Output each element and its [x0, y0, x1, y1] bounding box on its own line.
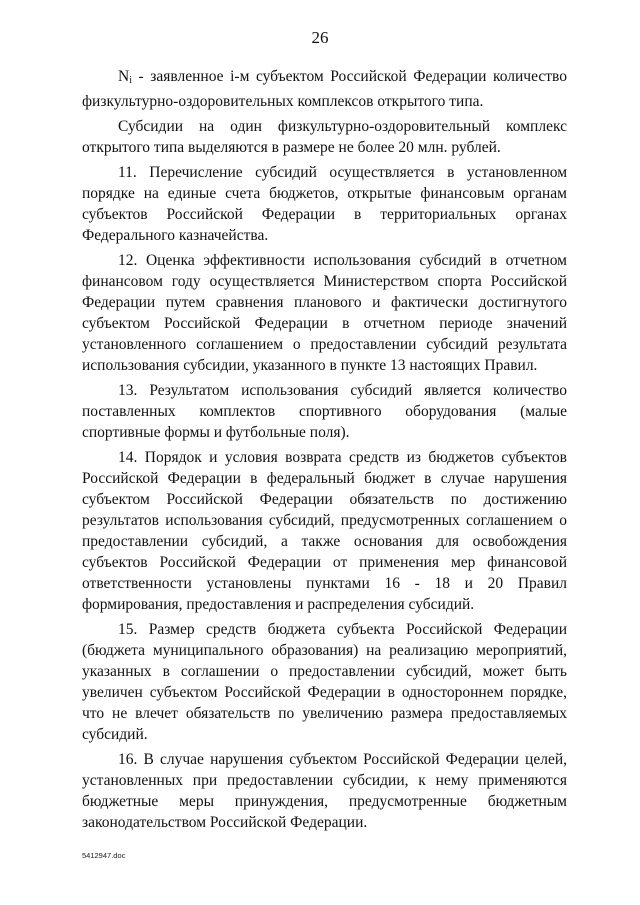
page-number: 26	[311, 28, 329, 47]
ni-definition-text: - заявленное i-м субъектом Российской Федерации количество физкультурно-оздоровительных комплексов открытого типа.	[82, 68, 567, 110]
paragraph-ni-definition	[82, 66, 567, 112]
ni-subscript: i	[129, 75, 132, 86]
paragraph-12: 12. Оценка эффективности использования субсидий в отчетном финансовом году осуществляется Министерством спорта Российской Федерации путем сравнения планового и фактически достигнутого субъектом Российской Федерации в отчетном периоде значений установленного соглашением о предоставлении субсидий результата использования субсидии, указанного в пункте 13 настоящих Правил.	[82, 252, 567, 374]
paragraph-subsidy-limit: Субсидии на один физкультурно-оздоровительный комплекс открытого типа выделяются в размере не более 20 млн. рублей.	[82, 118, 567, 156]
paragraph-16: 16. В случае нарушения субъектом Российской Федерации целей, установленных при предоставлении субсидии, к нему применяются бюджетные меры принуждения, предусмотренные бюджетным законодательством Российской Федерации.	[82, 751, 567, 831]
ni-symbol: N	[118, 68, 130, 85]
document-body	[82, 66, 567, 837]
paragraph-11: 11. Перечисление субсидий осуществляется в установленном порядке на единые счета бюджетов, открытые финансовым органам субъектов Российской Федерации в территориальных органах Федерального казначейства.	[82, 164, 567, 244]
footer-file-reference: 5412947.doc	[82, 851, 126, 860]
paragraph-14: 14. Порядок и условия возврата средств из бюджетов субъектов Российской Федерации в федеральный бюджет в случае нарушения субъектом Российской Федерации обязательств по достижению результатов использования субсидий, предусмотренных соглашением о предоставлении субсидий, а также основания для освобождения субъектов Российской Федерации от применения мер финансовой ответственности установлены пунктами 16 - 18 и 20 Правил формирования, предоставления и распределения субсидий.	[82, 449, 567, 613]
paragraph-15: 15. Размер средств бюджета субъекта Российской Федерации (бюджета муниципального образования) на реализацию мероприятий, указанных в соглашении о предоставлении субсидий, может быть увеличен субъектом Российской Федерации в одностороннем порядке, что не влечет обязательств по увеличению размера предоставляемых субсидий.	[82, 621, 567, 743]
paragraph-13: 13. Результатом использования субсидий является количество поставленных комплектов спортивного оборудования (малые спортивные формы и футбольные поля).	[82, 382, 567, 441]
